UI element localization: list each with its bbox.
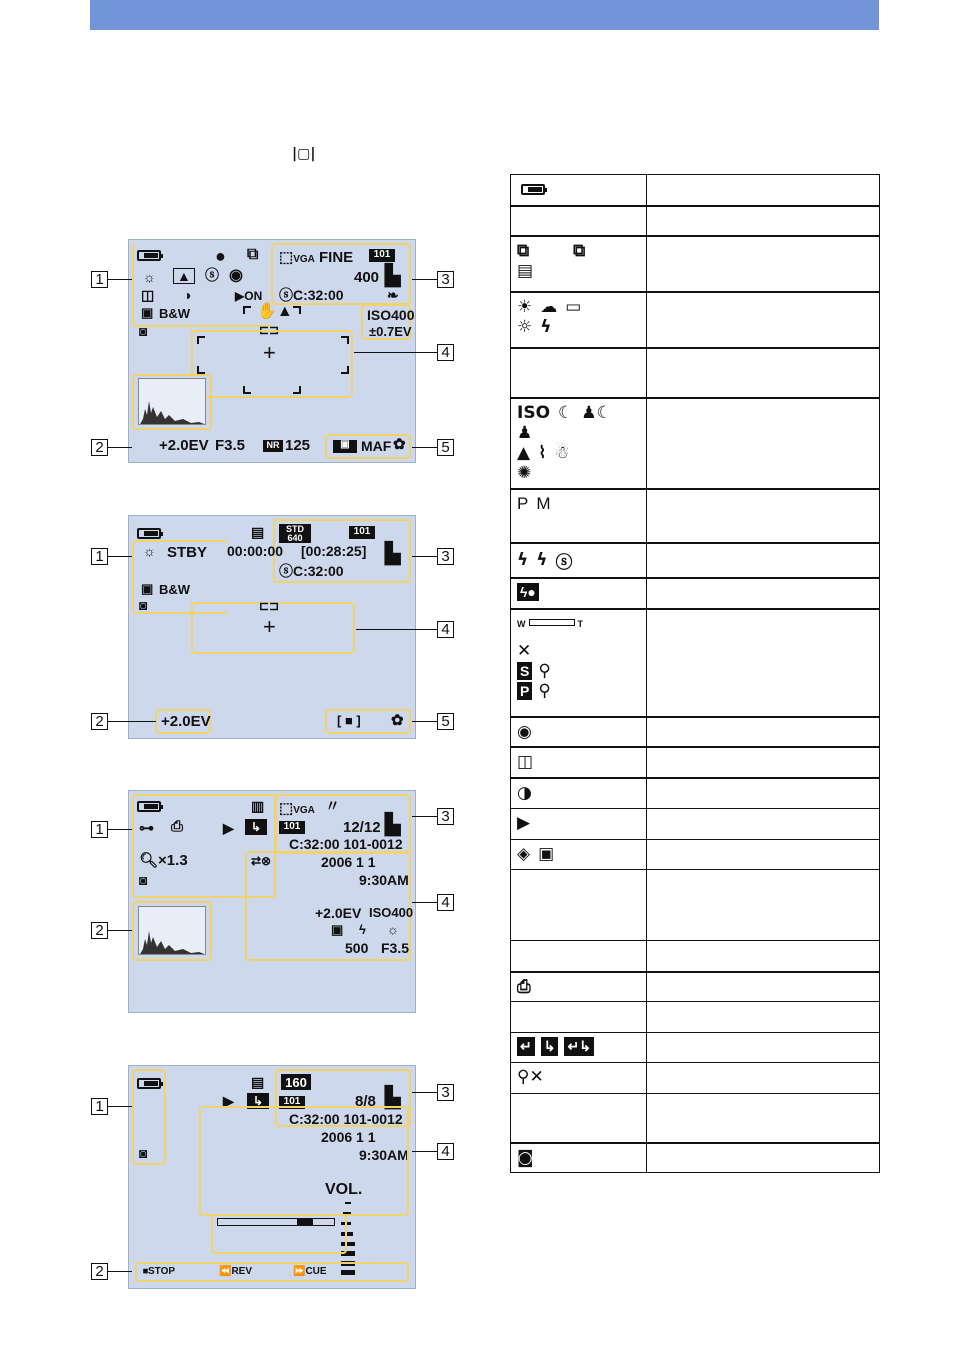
label-5: 5 <box>437 439 454 456</box>
movie-size-badge: STD 640 <box>279 524 311 543</box>
image-count: 8/8 <box>355 1093 376 1110</box>
bracket-icon: ⧉ <box>573 240 586 261</box>
leader-line <box>412 902 437 903</box>
memory-stick-icon: ▥ <box>251 798 265 814</box>
flash-auto-icon: ϟ <box>517 550 529 570</box>
zoom-scale-w: W <box>517 618 526 629</box>
af-frame-corner <box>341 366 349 374</box>
white-balance-icon: ☼ <box>143 543 156 559</box>
zoom-search-icon: ⚲ <box>538 680 551 701</box>
sharpness-icon: ◫ <box>141 287 155 303</box>
p-mode: P <box>517 493 529 513</box>
battery-warning-icon: ⊏⊐ <box>259 599 280 613</box>
dpof-icon: 〃 <box>325 798 341 815</box>
return-icon: ↵ <box>517 1037 535 1056</box>
file-number: C:32:00 101-0012 <box>289 836 403 852</box>
landscape-icon: ▲ <box>517 442 531 463</box>
folder-badge: 101 <box>279 1096 305 1109</box>
leader-line <box>412 1151 437 1152</box>
label-1: 1 <box>91 821 108 838</box>
af-mode: MAF <box>361 438 392 454</box>
label-3: 3 <box>437 1084 454 1101</box>
stop-button[interactable]: ⏹STOP <box>143 1266 176 1277</box>
shot-count: 400 <box>354 269 380 286</box>
change-folder-icon: ↵↳ <box>564 1037 593 1056</box>
playback-progress-bar[interactable] <box>217 1218 335 1226</box>
leader-line <box>108 1271 132 1272</box>
folder-badge: 101 <box>349 526 375 539</box>
leader-line <box>412 447 437 448</box>
contrast-icon: ◑ <box>517 782 532 803</box>
white-balance-icon: ☼ <box>143 269 156 285</box>
nr-badge: NR <box>263 440 283 452</box>
flash-wb-icon: ϟ <box>540 316 552 337</box>
leader-line <box>108 447 132 448</box>
label-4: 4 <box>437 1143 454 1160</box>
label-4: 4 <box>437 621 454 638</box>
leader-line <box>108 829 132 830</box>
metering-icon: ▣ <box>141 581 154 596</box>
folder-badge: 101 <box>369 249 395 262</box>
memory-icon: ▙ <box>385 1087 401 1109</box>
zoom-level: 🔍︎×1.3 <box>139 852 188 869</box>
af-frame-corner <box>243 386 251 394</box>
play-icon: ▶ <box>223 820 234 836</box>
header-bar <box>90 0 879 30</box>
ev-bottom: +2.0EV <box>159 437 209 454</box>
record-time: 00:00:00 <box>227 543 284 559</box>
f-number: F3.5 <box>215 437 246 454</box>
area-1-box <box>132 1069 166 1165</box>
iso-value: ISO400 <box>369 905 414 920</box>
leader-line <box>412 556 437 557</box>
spot-metering-icon: ▣ <box>538 844 555 864</box>
contrast-icon: ◑ <box>183 287 192 303</box>
screen-movie-playback <box>128 1065 416 1289</box>
battery-icon <box>137 528 161 539</box>
flash-on-icon: ϟ <box>536 550 548 570</box>
print-order-icon: ⎙ <box>171 818 184 835</box>
iso-value: ISO400 <box>367 307 415 323</box>
m-mode: M <box>536 493 551 513</box>
label-5: 5 <box>437 713 454 730</box>
af-illuminator: ▶ON <box>235 289 263 303</box>
record-dot-icon: ● <box>215 246 226 266</box>
crosshair-icon: + <box>263 614 276 639</box>
playback-date: 2006 1 1 <box>321 1129 376 1145</box>
af-range-icon: [ ■ ] <box>337 713 361 728</box>
label-2: 2 <box>91 1263 108 1280</box>
leader-line <box>412 1092 437 1093</box>
color-mode: B&W <box>159 582 191 597</box>
leader-line <box>412 721 437 722</box>
anti-blur-icon: ◙ <box>139 597 148 613</box>
image-size: ⬚VGA <box>279 800 315 817</box>
self-timer: ⓢC:32:00 <box>279 563 344 579</box>
macro-icon: ✿ <box>391 712 404 729</box>
zoom-scale-t: T <box>577 618 583 629</box>
leader-line <box>108 556 132 557</box>
memory-icon: ▙ <box>385 543 401 565</box>
standby-label: STBY <box>167 544 208 561</box>
histogram <box>138 378 206 425</box>
af-frame-corner <box>197 336 205 344</box>
incandescent-icon: ☼ <box>517 316 533 337</box>
anti-blur-icon: ◙ <box>517 1147 534 1168</box>
label-3: 3 <box>437 808 454 825</box>
rev-button[interactable]: ⏪REV <box>219 1266 253 1277</box>
fireworks-icon: ✺ <box>517 462 532 483</box>
macro-book-icon: ❧ <box>387 287 399 303</box>
movie-icon: ▤ <box>251 1074 265 1090</box>
burst-icon: ⧉ <box>247 246 259 263</box>
zoom-search-icon: ⚲ <box>538 660 551 681</box>
zoom-scale-icon <box>529 619 575 626</box>
cloud-icon: ☁ <box>540 296 558 317</box>
indicator-table <box>510 174 880 1173</box>
image-size: ⬚VGA <box>279 249 315 266</box>
print-order-icon: ⎙ <box>517 976 531 997</box>
metering-icon: ▣ <box>141 305 154 320</box>
macro-icon: ✿ <box>393 436 406 453</box>
af-frame-corner <box>293 386 301 394</box>
iso-icon: ISO <box>517 402 551 423</box>
af-illuminator-icon: ▶ <box>517 813 531 833</box>
next-folder-icon: ↳ <box>247 1093 269 1109</box>
zoom-x-icon: ⚲✕ <box>517 1067 544 1087</box>
image-count: 12/12 <box>343 819 381 836</box>
crosshair-icon: + <box>263 340 276 365</box>
label-3: 3 <box>437 271 454 288</box>
record-time: 9:30AM <box>359 872 409 888</box>
label-2: 2 <box>91 713 108 730</box>
leader-line <box>108 930 132 931</box>
pictbridge-icon: ⇄⊗ <box>251 854 272 868</box>
histogram <box>138 906 206 955</box>
battery-warning-icon: ⊏⊐ <box>259 323 280 337</box>
fluorescent-icon: ▭ <box>565 296 582 317</box>
red-eye-icon: ◉ <box>229 267 243 284</box>
self-timer: ⓢC:32:00 <box>279 287 344 303</box>
volume-label: VOL. <box>325 1181 363 1198</box>
anti-blur-icon: ◙ <box>139 1145 148 1161</box>
quality-label: FINE <box>319 249 354 266</box>
snow-icon: ☃ <box>554 442 570 463</box>
playback-time: 9:30AM <box>359 1147 409 1163</box>
flash-mode-icon: ⓢ <box>205 267 219 283</box>
flash-icon: ϟ <box>359 922 366 937</box>
burst-icon: ⧉ <box>517 240 530 261</box>
white-balance-icon: ☼ <box>387 922 399 937</box>
movie-icon: ▤ <box>251 524 265 540</box>
flash-charge-icon: ϟ● <box>517 583 539 601</box>
label-4: 4 <box>437 894 454 911</box>
af-frame-corner <box>341 336 349 344</box>
leader-line <box>412 816 437 817</box>
volume-bar-1 <box>345 1202 351 1204</box>
leader-line <box>108 279 132 280</box>
af-frame-corner <box>293 306 301 314</box>
digital-zoom-icon: ✕ <box>517 640 532 661</box>
file-number: C:32:00 101-0012 <box>289 1111 403 1127</box>
record-date: 2006 1 1 <box>321 854 376 870</box>
color-mode: B&W <box>159 306 191 321</box>
playback-progress-fill <box>297 1219 313 1225</box>
screen-still-recording <box>128 239 416 463</box>
remaining-time: [00:28:25] <box>301 543 367 559</box>
leader-line <box>354 352 437 353</box>
flash-off-icon: ⓢ <box>555 552 573 573</box>
leader-line <box>412 279 437 280</box>
label-1: 1 <box>91 271 108 288</box>
soft-snap-icon: ♟ <box>517 422 533 443</box>
landscape-icon: ▲ <box>173 268 195 284</box>
shutter-speed: 500 <box>345 940 369 956</box>
label-1: 1 <box>91 548 108 565</box>
label-4: 4 <box>437 344 454 361</box>
metering-icon: ▣ <box>331 922 344 937</box>
shutter-speed: 125 <box>285 437 311 454</box>
red-eye-icon: ◉ <box>517 721 532 742</box>
screen-mode-icon: |▢| <box>292 146 316 162</box>
precision-zoom-icon: P <box>517 682 532 700</box>
label-1: 1 <box>91 1098 108 1115</box>
af-frame-corner <box>197 366 205 374</box>
sun-icon: ☀ <box>517 296 533 317</box>
folder-badge: 101 <box>279 821 305 834</box>
label-2: 2 <box>91 922 108 939</box>
leader-line <box>108 721 156 722</box>
next-icon: ↳ <box>541 1037 559 1056</box>
cue-button[interactable]: ⏩CUE <box>293 1266 327 1277</box>
af-range-icon: ▣ <box>333 440 357 453</box>
battery-icon <box>521 184 545 195</box>
screen-still-playback <box>128 790 416 1013</box>
anti-blur-icon: ◙ <box>139 872 148 888</box>
control-bar <box>135 1262 409 1282</box>
beach-icon: ⌇ <box>538 442 547 463</box>
night-portrait-icon: ♟☾ <box>581 402 612 423</box>
smart-zoom-icon: S <box>517 662 532 680</box>
leader-line <box>108 1106 132 1107</box>
multi-metering-icon: ◈ <box>517 844 531 864</box>
sharpness-icon: ◫ <box>517 751 534 772</box>
ev-value: ±0.7EV <box>369 324 412 339</box>
next-folder-icon: ↳ <box>245 819 267 835</box>
ev-bottom: +2.0EV <box>161 713 211 730</box>
night-icon: ☾ <box>558 402 574 423</box>
af-frame-corner <box>243 306 251 314</box>
play-icon: ▶ <box>223 1093 234 1109</box>
screen-movie-recording <box>128 515 416 739</box>
camera-shake-icon: ✋▲ <box>257 303 293 320</box>
leader-line <box>356 629 437 630</box>
f-number: F3.5 <box>381 940 410 956</box>
label-3: 3 <box>437 548 454 565</box>
protect-icon: ⊶ <box>139 820 154 837</box>
memory-icon: ▙ <box>385 814 401 836</box>
movie-icon: ▤ <box>517 260 534 281</box>
movie-size-badge: 160 <box>281 1074 311 1090</box>
label-2: 2 <box>91 439 108 456</box>
memory-icon: ▙ <box>385 265 401 287</box>
ev-value: +2.0EV <box>315 905 362 921</box>
area-4-box <box>199 1106 409 1216</box>
anti-blur-icon: ◙ <box>139 323 148 339</box>
